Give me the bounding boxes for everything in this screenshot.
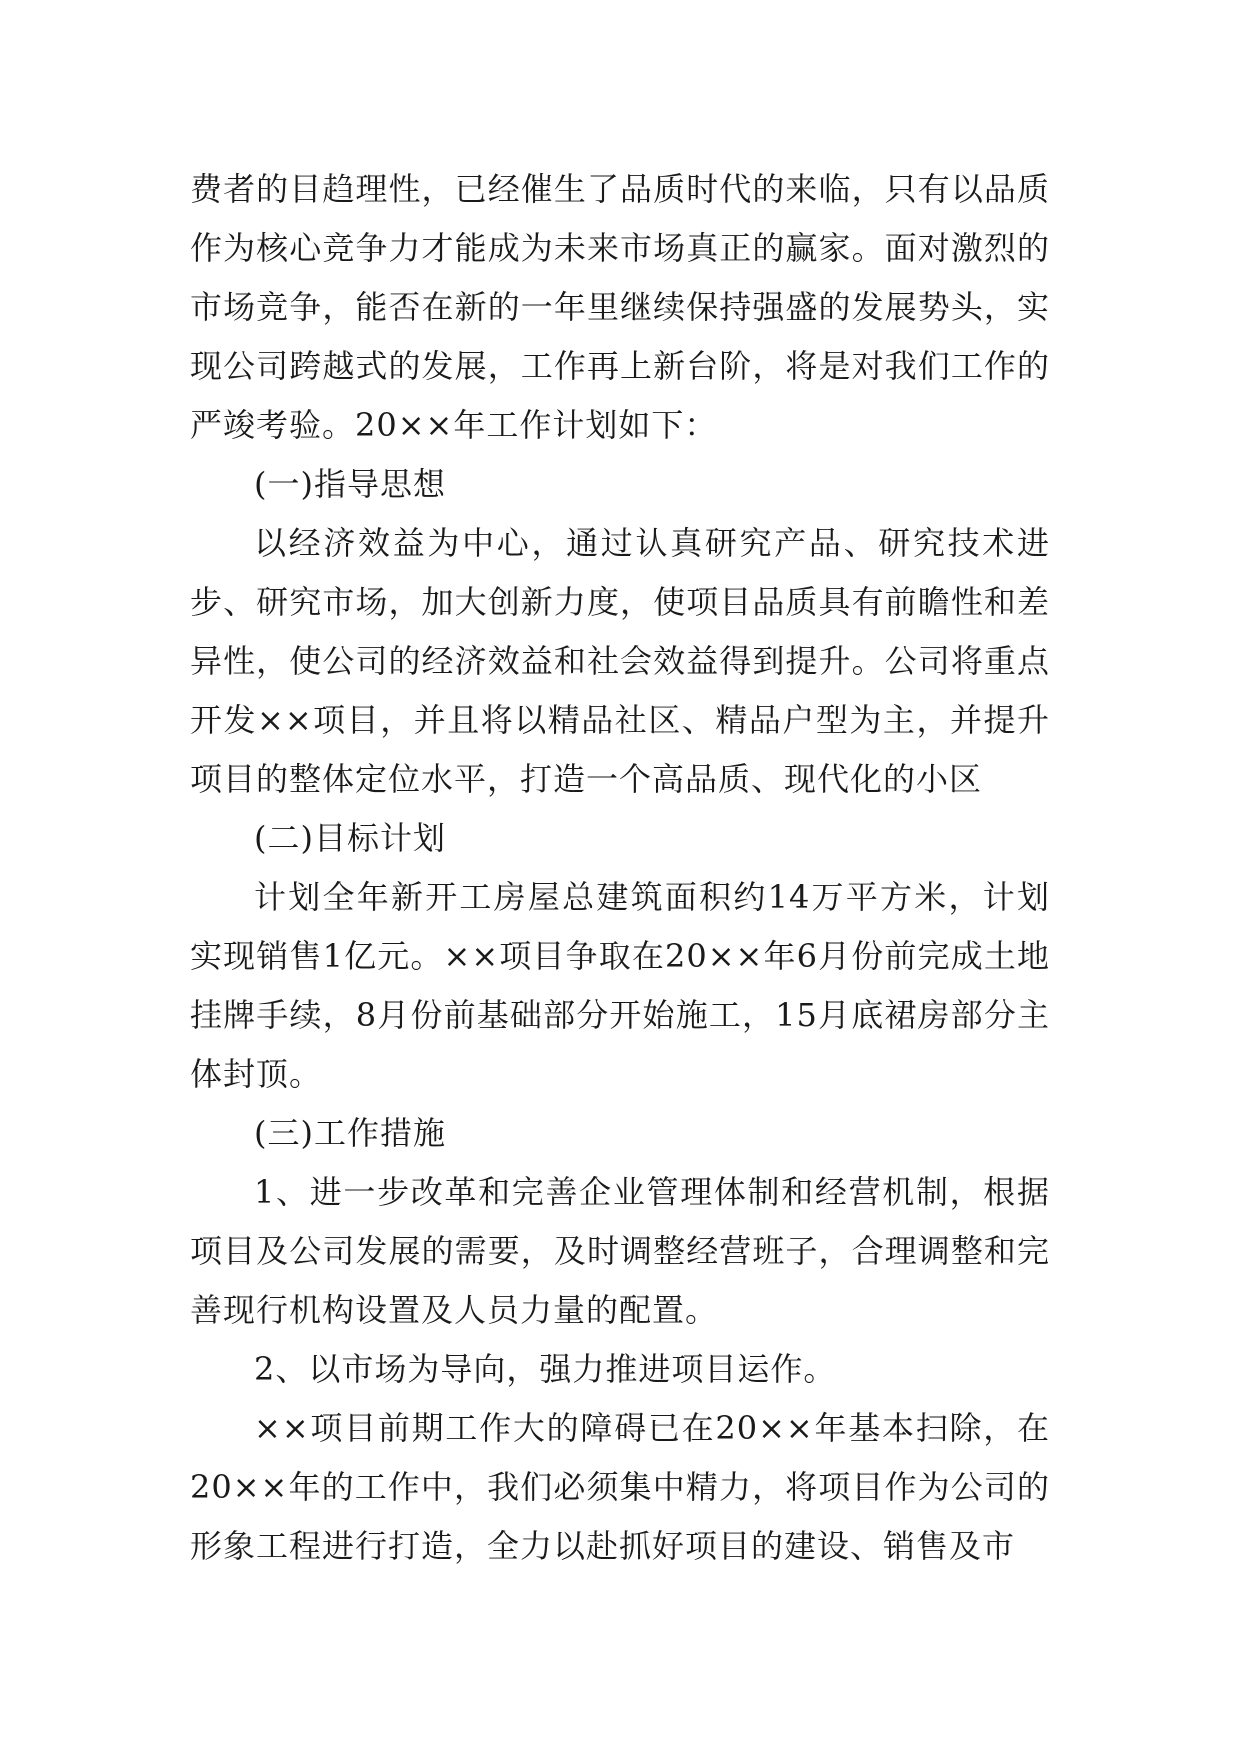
paragraph-target-plan: 计划全年新开工房屋总建筑面积约14万平方米，计划实现销售1亿元。××项目争取在20××年6月份前完成土地挂牌手续，8月份前基础部分开始施工，15月底裙房部分主体封顶。 — [190, 878, 1050, 1093]
paragraph-project-work: ××项目前期工作大的障碍已在20××年基本扫除，在20××年的工作中，我们必须集中精力，将项目作为公司的形象工程进行打造，全力以赴抓好项目的建设、销售及市 — [190, 1409, 1050, 1565]
paragraph-measure-2: 2、以市场为导向，强力推进项目运作。 — [254, 1350, 837, 1388]
section-heading-guiding-ideology: (一)指导思想 — [254, 465, 446, 503]
paragraph-guiding-ideology: 以经济效益为中心，通过认真研究产品、研究技术进步、研究市场，加大创新力度，使项目品质具有前瞻性和差异性，使公司的经济效益和社会效益得到提升。公司将重点开发××项目，并且将以精品社区、精品户型为主，并提升项目的整体定位水平，打造一个高品质、现代化的小区 — [190, 524, 1050, 798]
paragraph-intro: 费者的目趋理性，已经催生了品质时代的来临，只有以品质作为核心竞争力才能成为未来市场真正的赢家。面对激烈的市场竞争，能否在新的一年里继续保持强盛的发展势头，实现公司跨越式的发展，工作再上新台阶，将是对我们工作的严竣考验。20××年工作计划如下： — [190, 170, 1050, 444]
document-body — [190, 160, 1050, 1576]
section-heading-target-plan: (二)目标计划 — [254, 819, 446, 857]
paragraph-measure-1: 1、进一步改革和完善企业管理体制和经营机制，根据项目及公司发展的需要，及时调整经营班子，合理调整和完善现行机构设置及人员力量的配置。 — [190, 1173, 1050, 1329]
section-heading-work-measures: (三)工作措施 — [254, 1114, 446, 1152]
